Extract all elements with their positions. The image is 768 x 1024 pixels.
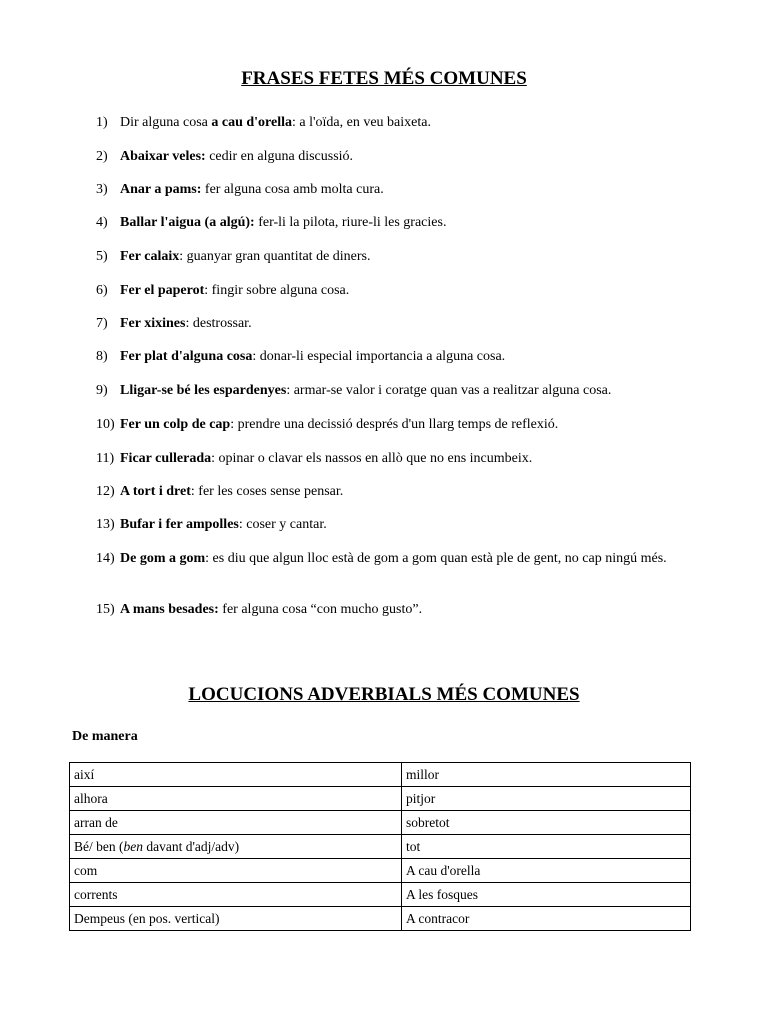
item-definition: : opinar o clavar els nassos en allò que no ens incumbeix. — [211, 451, 533, 466]
item-term: Ballar l'aigua (a algú): — [120, 215, 255, 230]
item-term: Fer xixines — [120, 316, 186, 331]
item-term: Fer calaix — [120, 249, 180, 264]
item-number: 6) — [96, 283, 108, 298]
table-cell-left: corrents — [70, 883, 402, 907]
item-definition: fer alguna cosa amb molta cura. — [201, 182, 384, 197]
list-item — [96, 315, 696, 332]
table-cell-right: pitjor — [402, 787, 691, 811]
item-number: 13) — [96, 517, 115, 532]
list-item — [96, 214, 696, 231]
table-row — [70, 883, 691, 907]
item-term: Bufar i fer ampolles — [120, 517, 239, 532]
item-number: 11) — [96, 451, 115, 466]
list-item — [96, 416, 696, 433]
item-definition: : a l'oïda, en veu baixeta. — [292, 115, 431, 130]
item-term: Lligar-se bé les espardenyes — [120, 383, 287, 398]
item-definition: : coser y cantar. — [238, 517, 327, 532]
item-number: 9) — [96, 383, 108, 398]
item-number: 8) — [96, 349, 108, 364]
item-number: 12) — [96, 484, 115, 499]
table-cell-right: A les fosques — [402, 883, 691, 907]
table-cell-left: alhora — [70, 787, 402, 811]
item-definition: : fingir sobre alguna cosa. — [204, 283, 350, 298]
item-definition: : donar-li especial importancia a alguna cosa. — [252, 349, 506, 364]
list-item — [96, 483, 696, 500]
table-row — [70, 859, 691, 883]
list-item — [96, 382, 696, 399]
item-definition: : destrossar. — [185, 316, 252, 331]
item-number: 14) — [96, 551, 115, 566]
item-term: Fer el paperot — [120, 283, 205, 298]
item-number: 7) — [96, 316, 108, 331]
list-item — [96, 181, 696, 198]
table-cell-right: A contracor — [402, 907, 691, 931]
list-item — [96, 114, 696, 131]
item-term: a cau d'orella — [211, 115, 292, 130]
item-term: A mans besades: — [120, 602, 219, 617]
table-cell-right: sobretot — [402, 811, 691, 835]
table-row — [70, 811, 691, 835]
item-definition: cedir en alguna discussió. — [205, 149, 354, 164]
item-definition: fer alguna cosa “con mucho gusto”. — [218, 602, 423, 617]
item-text-pre: Dir alguna cosa — [120, 115, 212, 130]
table-row — [70, 907, 691, 931]
item-number: 15) — [96, 602, 115, 617]
item-term: Fer plat d'alguna cosa — [120, 349, 253, 364]
locucions-table — [69, 762, 691, 931]
item-definition: : es diu que algun lloc està de gom a gom quan està ple de gent, no cap ningú més. — [205, 551, 667, 566]
table-cell-right: tot — [402, 835, 691, 859]
item-definition: fer-li la pilota, riure-li les gracies. — [254, 215, 447, 230]
table-cell-left: Dempeus (en pos. vertical) — [70, 907, 402, 931]
subheading-de-manera: De manera — [72, 729, 138, 744]
item-definition: : fer les coses sense pensar. — [190, 484, 344, 499]
item-number: 3) — [96, 182, 108, 197]
table-cell-right: millor — [402, 763, 691, 787]
item-number: 2) — [96, 149, 108, 164]
table-row — [70, 787, 691, 811]
item-term: De gom a gom — [120, 551, 206, 566]
list-item — [96, 248, 696, 265]
table-cell-left: arran de — [70, 811, 402, 835]
item-definition: : armar-se valor i coratge quan vas a realitzar alguna cosa. — [286, 383, 612, 398]
section-title-locucions: LOCUCIONS ADVERBIALS MÉS COMUNES — [188, 684, 580, 705]
list-item — [96, 348, 696, 365]
section-title-frases-fetes: FRASES FETES MÉS COMUNES — [241, 68, 527, 89]
table-cell-left: Bé/ ben (ben davant d'adj/adv) — [70, 835, 402, 859]
list-item — [96, 516, 696, 533]
table-row — [70, 835, 691, 859]
list-item — [96, 282, 696, 299]
item-term: Ficar cullerada — [120, 451, 212, 466]
list-item — [96, 450, 696, 467]
item-term: Abaixar veles: — [120, 149, 206, 164]
item-term: Fer un colp de cap — [120, 417, 231, 432]
table-cell-left: així — [70, 763, 402, 787]
item-number: 1) — [96, 115, 108, 130]
list-item — [96, 601, 696, 618]
item-number: 4) — [96, 215, 108, 230]
list-item — [96, 148, 696, 165]
item-term: A tort i dret — [120, 484, 191, 499]
item-definition: : prendre una decissió després d'un llarg temps de reflexió. — [230, 417, 559, 432]
item-definition: : guanyar gran quantitat de diners. — [179, 249, 371, 264]
table-cell-right: A cau d'orella — [402, 859, 691, 883]
item-term: Anar a pams: — [120, 182, 202, 197]
table-cell-left: com — [70, 859, 402, 883]
list-item — [96, 550, 696, 567]
item-number: 10) — [96, 417, 115, 432]
item-number: 5) — [96, 249, 108, 264]
table-row — [70, 763, 691, 787]
